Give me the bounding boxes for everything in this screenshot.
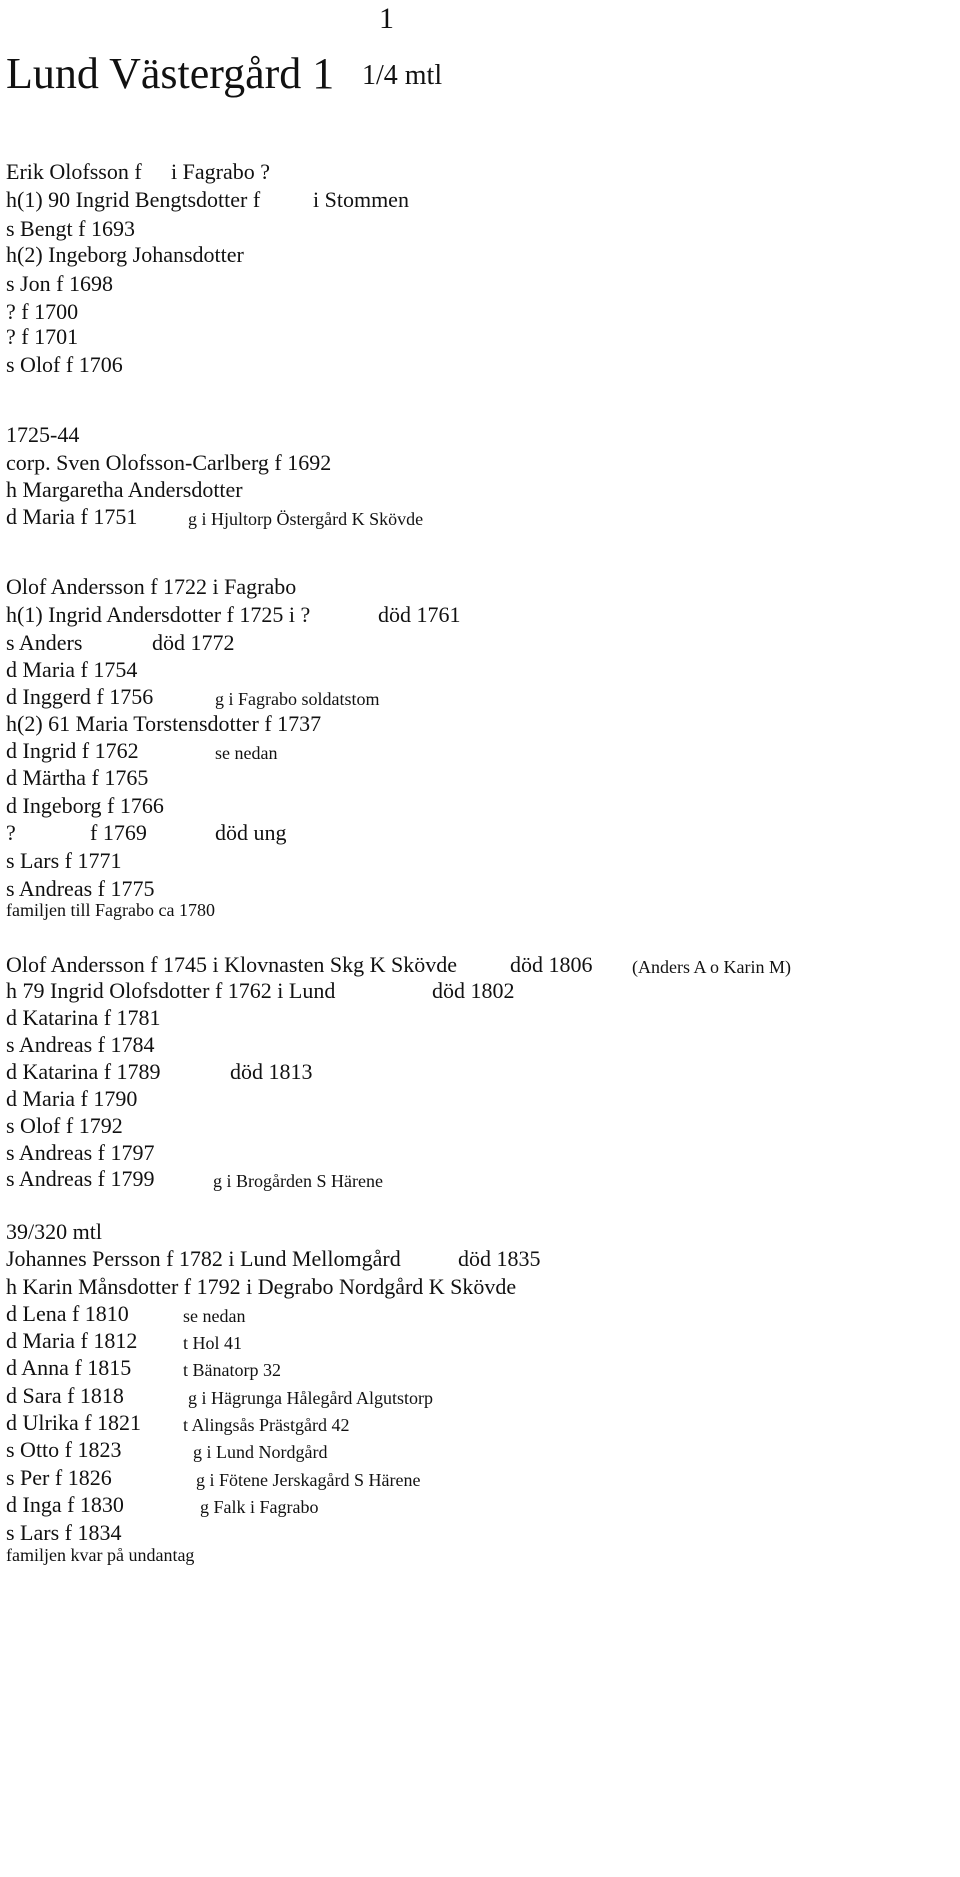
record-line: död 1761 — [378, 602, 461, 627]
record-line: d Märtha f 1765 — [6, 765, 149, 790]
record-line: d Maria f 1812 — [6, 1328, 138, 1353]
record-line: i Stommen — [313, 187, 409, 212]
record-line: s Andreas f 1799 — [6, 1166, 155, 1191]
record-line: Olof Andersson f 1722 i Fagrabo — [6, 574, 297, 599]
record-line: d Anna f 1815 — [6, 1355, 132, 1380]
record-line: h(2) Ingeborg Johansdotter — [6, 242, 244, 267]
record-line: s Lars f 1834 — [6, 1520, 122, 1545]
record-line: f 1769 — [90, 820, 147, 845]
record-line: d Katarina f 1781 — [6, 1005, 161, 1030]
record-line: s Lars f 1771 — [6, 848, 122, 873]
record-note: g i Brogården S Härene — [213, 1171, 383, 1191]
record-note: g i Hjultorp Östergård K Skövde — [188, 509, 424, 529]
record-line: h(1) 90 Ingrid Bengtsdotter f — [6, 187, 261, 212]
record-line: h(2) 61 Maria Torstensdotter f 1737 — [6, 711, 322, 736]
record-line: h(1) Ingrid Andersdotter f 1725 i ? — [6, 602, 311, 627]
record-note: g i Fagrabo soldatstom — [215, 689, 380, 709]
record-note: (Anders A o Karin M) — [632, 957, 791, 977]
record-line: d Ingrid f 1762 — [6, 738, 139, 763]
record-line: d Ulrika f 1821 — [6, 1410, 142, 1435]
record-line: h Margaretha Andersdotter — [6, 477, 243, 502]
record-line: corp. Sven Olofsson-Carlberg f 1692 — [6, 450, 332, 475]
record-line: s Andreas f 1784 — [6, 1032, 155, 1057]
record-line: Erik Olofsson f — [6, 159, 142, 184]
record-line: s Bengt f 1693 — [6, 216, 135, 241]
record-note: t Bänatorp 32 — [183, 1360, 281, 1380]
page-title: Lund Västergård 1 — [6, 49, 335, 98]
record-line: i Fagrabo ? — [171, 159, 270, 184]
farm-size: 1/4 mtl — [362, 60, 443, 91]
record-line: s Otto f 1823 — [6, 1437, 122, 1462]
record-line: död 1813 — [230, 1059, 313, 1084]
record-line: ? f 1701 — [6, 324, 79, 349]
record-line: s Andreas f 1775 — [6, 876, 155, 901]
record-note: g Falk i Fagrabo — [200, 1497, 319, 1517]
record-line: ? — [6, 820, 16, 845]
record-line: d Katarina f 1789 — [6, 1059, 161, 1084]
record-line: d Lena f 1810 — [6, 1301, 129, 1326]
record-line: d Ingeborg f 1766 — [6, 793, 164, 818]
record-note: t Alingsås Prästgård 42 — [183, 1415, 350, 1435]
record-line: ? f 1700 — [6, 299, 79, 324]
record-note: se nedan — [183, 1306, 246, 1326]
record-line: Olof Andersson f 1745 i Klovnasten Skg K Skövde — [6, 952, 457, 977]
record-line: död 1835 — [458, 1246, 541, 1271]
record-line: död 1802 — [432, 978, 515, 1003]
record-line: s Olof f 1706 — [6, 352, 123, 377]
record-line: d Sara f 1818 — [6, 1383, 124, 1408]
record-line: h Karin Månsdotter f 1792 i Degrabo Nordgård K Skövde — [6, 1274, 517, 1299]
record-line: död ung — [215, 820, 287, 845]
record-line: d Maria f 1790 — [6, 1086, 138, 1111]
record-line: s Per f 1826 — [6, 1465, 112, 1490]
record-note: familjen till Fagrabo ca 1780 — [6, 900, 215, 920]
record-note: g i Hägrunga Hålegård Algutstorp — [188, 1388, 433, 1408]
record-line: död 1806 — [510, 952, 593, 977]
record-line: d Maria f 1754 — [6, 657, 138, 682]
record-note: t Hol 41 — [183, 1333, 243, 1353]
record-line: s Andreas f 1797 — [6, 1140, 155, 1165]
record-note: se nedan — [215, 743, 278, 763]
record-note: g i Lund Nordgård — [193, 1442, 328, 1462]
record-line: 39/320 mtl — [6, 1219, 102, 1244]
page-number: 1 — [379, 2, 394, 35]
record-line: s Anders — [6, 630, 83, 655]
record-note: g i Fötene Jerskagård S Härene — [196, 1470, 421, 1490]
record-line: d Inga f 1830 — [6, 1492, 124, 1517]
record-line: Johannes Persson f 1782 i Lund Mellomgård — [6, 1246, 401, 1271]
record-line: d Maria f 1751 — [6, 504, 138, 529]
record-line: 1725-44 — [6, 422, 80, 447]
record-note: familjen kvar på undantag — [6, 1545, 195, 1565]
record-line: d Inggerd f 1756 — [6, 684, 154, 709]
record-line: död 1772 — [152, 630, 235, 655]
record-line: h 79 Ingrid Olofsdotter f 1762 i Lund — [6, 978, 336, 1003]
record-line: s Jon f 1698 — [6, 271, 113, 296]
record-line: s Olof f 1792 — [6, 1113, 123, 1138]
